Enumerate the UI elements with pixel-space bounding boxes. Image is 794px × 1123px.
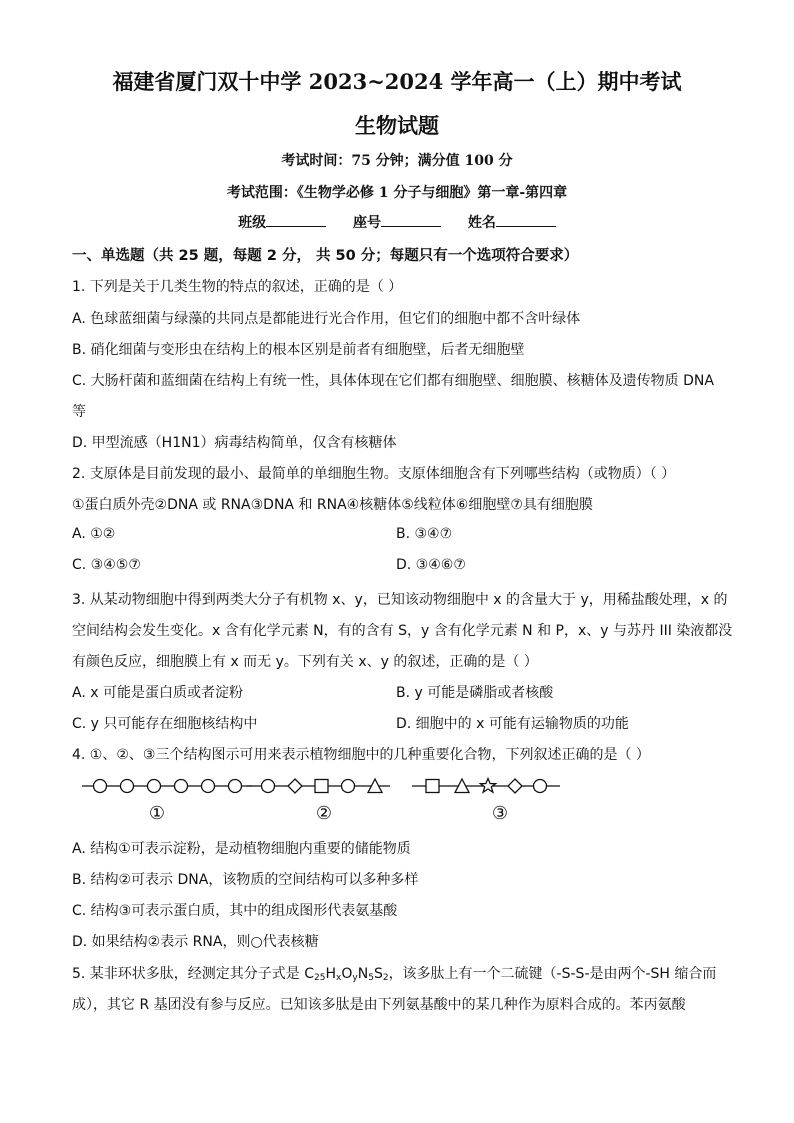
q4-option-a: A. 结构①可表示淀粉，是动植物细胞内重要的储能物质 — [72, 841, 411, 857]
class-label: 班级 — [238, 215, 267, 231]
q5-sub-s: 2 — [382, 973, 389, 983]
name-label: 姓名 — [467, 215, 496, 231]
q5-stem-line1 — [72, 963, 716, 983]
q1-option-a: A. 色球蓝细菌与绿藻的共同点是都能进行光合作用，但它们的细胞中都不含叶绿体 — [72, 311, 581, 327]
q2-option-b: B. ③④⑦ — [396, 526, 453, 542]
q5-sub-h: x — [336, 973, 342, 983]
q3-option-b: B. y 可能是磷脂或者核酸 — [396, 685, 554, 701]
q5-text-post: ，该多肽上有一个二硫键（-S-S-是由两个-SH 缩合而 — [388, 966, 717, 982]
exam-scope: 考试范围：《生物学必修 1 分子与细胞》第一章-第四章 — [226, 185, 568, 201]
q5-text-pre: 5. 某非环状多肽，经测定其分子式是 C — [72, 966, 315, 982]
q2-items: ①蛋白质外壳②DNA 或 RNA③DNA 和 RNA④核糖体⑤线粒体⑥细胞壁⑦具有细胞膜 — [72, 497, 593, 513]
q1-option-b: B. 硝化细菌与变形虫在结构上的根本区别是前者有细胞壁，后者无细胞壁 — [72, 342, 525, 358]
q1-option-c-cont: 等 — [72, 404, 86, 420]
q3-option-d: D. 细胞中的 x 可能有运输物质的功能 — [396, 716, 629, 732]
q4-structure-diagram — [72, 772, 572, 828]
q4-option-b: B. 结构②可表示 DNA，该物质的空间结构可以多种多样 — [72, 872, 419, 888]
q4-stem: 4. ①、②、③三个结构图示可用来表示植物细胞中的几种重要化合物，下列叙述正确的是（ ） — [72, 747, 650, 763]
q1-option-d: D. 甲型流感（H1N1）病毒结构简单，仅含有核糖体 — [72, 435, 397, 451]
seat-blank[interactable] — [381, 212, 441, 227]
q5-o: O — [341, 966, 353, 982]
q3-option-c: C. y 只可能存在细胞核结构中 — [72, 716, 258, 732]
structure-label-3: ③ — [491, 803, 509, 824]
q5-s: S — [373, 966, 383, 982]
q1-stem: 1. 下列是关于几类生物的特点的叙述，正确的是（ ） — [72, 279, 403, 295]
structure-3-chain — [412, 779, 560, 794]
exam-time: 考试时间：75 分钟；满分值 100 分 — [281, 153, 513, 169]
q2-option-a: A. ①② — [72, 526, 116, 542]
q5-n: N — [357, 966, 369, 982]
q2-stem: 2. 支原体是目前发现的最小、最简单的单细胞生物。支原体细胞含有下列哪些结构（或物质）（ ） — [72, 466, 676, 482]
q3-stem-line2: 空间结构会发生变化。x 含有化学元素 N，有的含有 S，y 含有化学元素 N 和 P，x、y 与苏丹 III 染液都没 — [72, 623, 733, 639]
q5-sub-n: 5 — [368, 973, 374, 983]
q3-stem-line1: 3. 从某动物细胞中得到两类大分子有机物 x、y，已知该动物细胞中 x 的含量大于 y，用稀盐酸处理，x 的 — [72, 592, 728, 608]
name-blank[interactable] — [496, 212, 556, 227]
section-heading: 一、单选题（共 25 题，每题 2 分， 共 50 分；每题只有一个选项符合要求） — [72, 248, 579, 264]
structure-label-1: ① — [148, 803, 166, 824]
structure-1-chain — [82, 780, 252, 793]
q2-option-d: D. ③④⑥⑦ — [396, 557, 466, 573]
seat-label: 座号 — [353, 215, 381, 231]
q5-h: H — [325, 966, 337, 982]
q2-option-c: C. ③④⑤⑦ — [72, 557, 141, 573]
structure-2-chain — [247, 779, 390, 793]
q4-option-d: D. 如果结构②表示 RNA，则○代表核糖 — [72, 934, 319, 950]
q3-stem-line3: 有颜色反应，细胞膜上有 x 而无 y。下列有关 x、y 的叙述，正确的是（ ） — [72, 654, 538, 670]
q4-option-c: C. 结构③可表示蛋白质，其中的组成图形代表氨基酸 — [72, 903, 398, 919]
q1-option-c: C. 大肠杆菌和蓝细菌在结构上有统一性，具体体现在它们都有细胞壁、细胞膜、核糖体及遗传物质 DNA — [72, 373, 714, 389]
exam-title: 福建省厦门双十中学 2023~2024 学年高一（上）期中考试 — [112, 69, 682, 94]
q5-sub-c: 25 — [314, 973, 326, 983]
q5-stem-line2: 成），其它 R 基团没有参与反应。已知该多肽是由下列氨基酸中的某几种作为原料合成的。苯丙氨酸 — [72, 997, 686, 1013]
student-info-fields — [0, 212, 794, 232]
q3-option-a: A. x 可能是蛋白质或者淀粉 — [72, 685, 243, 701]
structure-label-2: ② — [315, 803, 333, 824]
exam-subject: 生物试题 — [355, 113, 439, 138]
q5-sub-o: y — [352, 973, 358, 983]
class-blank[interactable] — [266, 212, 326, 227]
